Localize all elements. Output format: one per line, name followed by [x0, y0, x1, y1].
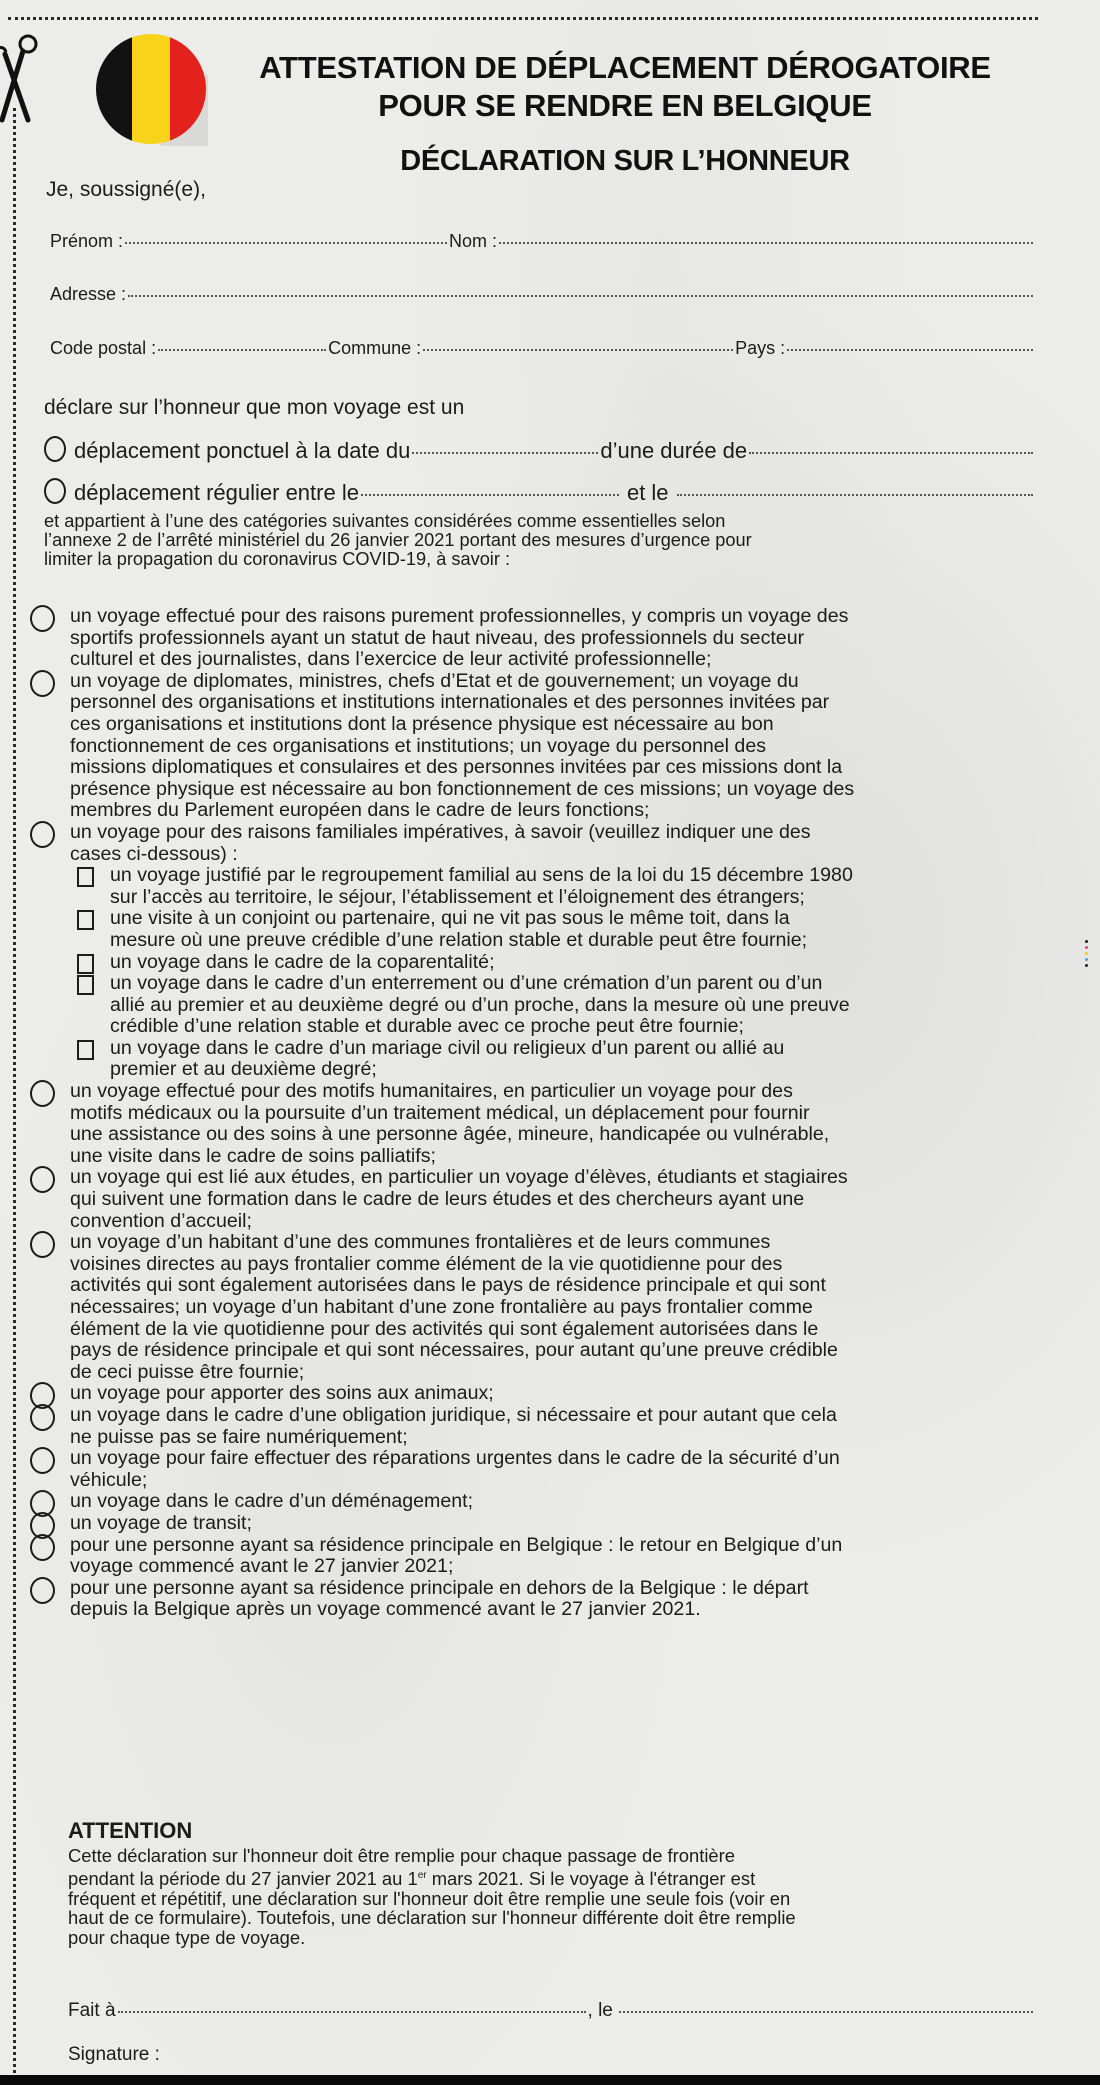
- belgian-flag-icon: [94, 32, 208, 146]
- scissors-icon: [0, 32, 40, 124]
- item-line: un voyage effectué pour des raisons purement professionnelles, y compris un voyage des: [70, 605, 849, 627]
- place-date-row: [68, 2000, 1035, 2022]
- item-line: cases ci-dessous) :: [70, 842, 238, 865]
- item-line: un voyage effectué pour des motifs humanitaires, en particulier un voyage pour des: [70, 1080, 793, 1103]
- flag-yellow-stripe: [132, 32, 170, 146]
- category-radio[interactable]: [30, 1534, 55, 1561]
- category-radio[interactable]: [30, 670, 55, 697]
- attention-line: pour chaque type de voyage.: [68, 1926, 306, 1948]
- item-line: sur l’accès au territoire, le séjour, l’établissement et l’éloignement des étrangers;: [110, 885, 805, 908]
- category-item: [30, 1232, 1030, 1383]
- item-line: allié au premier et au deuxième degré ou d’un proche, dans la mesure où une preuve: [110, 993, 850, 1016]
- item-line: pour une personne ayant sa résidence principale en Belgique : le retour en Belgique d’un: [70, 1533, 843, 1556]
- item-line: crédible d’une relation stable et durable avec ce proche peut être fournie;: [110, 1015, 744, 1038]
- cut-line-top: [8, 17, 1038, 20]
- attention-line-part: pendant la période du 27 janvier 2021 au 1: [68, 1867, 418, 1889]
- item-line: pour une personne ayant sa résidence principale en dehors de la Belgique : le départ: [70, 1576, 809, 1599]
- item-line: élément de la vie quotidienne pour des activités qui sont également autorisées dans le: [70, 1317, 819, 1340]
- item-line: convention d’accueil;: [70, 1209, 252, 1232]
- code-postal-label: Code postal :: [50, 338, 157, 358]
- cut-line-left: [13, 108, 16, 2085]
- duree-field[interactable]: [749, 452, 1033, 454]
- item-line: ne puisse pas se faire numériquement;: [70, 1425, 408, 1448]
- category-item: [30, 1405, 1030, 1448]
- option-ponctuel-radio[interactable]: [44, 436, 66, 462]
- item-line: voisines directes au pays frontalier comme élément de la vie quotidienne pour des: [70, 1252, 783, 1275]
- categories-intro-line: et appartient à l’une des catégories suivantes considérées comme essentielles selon: [44, 511, 726, 531]
- item-line: un voyage justifié par le regroupement familial au sens de la loi du 15 décembre 1980: [110, 864, 853, 887]
- categories-intro: [44, 512, 1004, 569]
- signature-label: Signature :: [68, 2044, 160, 2065]
- pays-field[interactable]: [787, 349, 1033, 351]
- category-radio[interactable]: [30, 605, 55, 632]
- place-field[interactable]: [118, 2011, 586, 2013]
- item-line: une assistance ou des soins à une personne âgée, mineure, handicapée ou vulnérable,: [70, 1123, 830, 1146]
- intro-text: Je, soussigné(e),: [46, 178, 206, 201]
- attention-title: ATTENTION: [68, 1818, 193, 1843]
- category-item: [30, 1535, 1030, 1578]
- item-line: un voyage dans le cadre d’un enterrement ou d’une crémation d’un parent ou d’un: [110, 972, 823, 995]
- family-reason-item: [30, 1038, 1030, 1081]
- category-item: [30, 1167, 1030, 1232]
- item-line: mesure où une preuve crédible d’une relation stable et durable peut être fournie;: [110, 928, 808, 951]
- item-line: ces organisations et institutions dont la présence physique est nécessaire au bon: [70, 712, 774, 735]
- adresse-label: Adresse :: [50, 284, 127, 304]
- family-reason-item: [30, 865, 1030, 908]
- category-item: [30, 1383, 1030, 1405]
- categories-intro-line: limiter la propagation du coronavirus COVID-19, à savoir :: [44, 549, 511, 569]
- pays-label: Pays :: [735, 338, 786, 358]
- category-radio[interactable]: [30, 1447, 55, 1474]
- prenom-field[interactable]: [125, 242, 447, 244]
- code-postal-field[interactable]: [158, 349, 326, 351]
- start-date-field[interactable]: [361, 494, 619, 496]
- category-radio[interactable]: [30, 1231, 55, 1258]
- attention-text: [68, 1846, 1008, 1948]
- item-line: un voyage qui est lié aux études, en particulier un voyage d’élèves, étudiants et stagiaires: [70, 1166, 848, 1189]
- signature-field[interactable]: [200, 2040, 1020, 2072]
- scan-edge: [0, 2075, 1100, 2085]
- item-line: missions diplomatiques et consulaires et des personnes invitées par ces missions dont la: [70, 756, 843, 779]
- superscript: er: [417, 1869, 427, 1881]
- item-line: personnel des organisations et institutions internationales et des personnes invitées par: [70, 691, 830, 714]
- item-line: une visite dans le cadre de soins palliatifs;: [70, 1144, 436, 1167]
- category-item: [30, 1448, 1030, 1491]
- item-line: premier et au deuxième degré;: [110, 1058, 377, 1081]
- category-radio[interactable]: [30, 1577, 55, 1604]
- item-line: depuis la Belgique après un voyage commencé avant le 27 janvier 2021.: [70, 1598, 701, 1621]
- option-regulier-label: déplacement régulier entre le: [74, 480, 359, 505]
- signing-date-field[interactable]: [619, 2011, 1033, 2013]
- item-line: sportifs professionnels ayant un statut de haut niveau, des professionnels du secteur: [70, 626, 805, 649]
- category-item: [30, 1578, 1030, 1621]
- category-item: [30, 1081, 1030, 1167]
- attention-line: haut de ce formulaire). Toutefois, une déclaration sur l'honneur différente doit être remplie: [68, 1907, 796, 1929]
- item-line: pays de résidence principale et qui sont nécessaires, pour autant qu’une preuve crédible: [70, 1339, 838, 1362]
- item-line: véhicule;: [70, 1468, 148, 1491]
- nom-field[interactable]: [499, 242, 1033, 244]
- family-reason-item: [30, 952, 1030, 974]
- item-line: un voyage pour faire effectuer des réparations urgentes dans le cadre de la sécurité d’un: [70, 1447, 840, 1470]
- categories-intro-line: l’annexe 2 de l’arrêté ministériel du 26 janvier 2021 portant des mesures d’urgence pour: [44, 530, 752, 550]
- family-reason-item: [30, 908, 1030, 951]
- item-line: un voyage dans le cadre d’un mariage civil ou religieux d’un parent ou allié au: [110, 1036, 785, 1059]
- item-line: un voyage de diplomates, ministres, chefs d’Etat et de gouvernement; un voyage du: [70, 669, 799, 692]
- categories-list: [30, 606, 1030, 1621]
- category-item: [30, 671, 1030, 822]
- category-item: [30, 822, 1030, 865]
- prenom-label: Prénom :: [50, 231, 124, 251]
- le-label: , le: [587, 2000, 613, 2021]
- item-line: un voyage dans le cadre de la coparentalité;: [110, 950, 495, 973]
- item-line: membres du Parlement européen dans le cadre de leurs fonctions;: [70, 799, 650, 822]
- item-line: présence physique est nécessaire au bon fonctionnement de ces missions; un voyage des: [70, 777, 855, 800]
- item-line: un voyage pour apporter des soins aux animaux;: [70, 1382, 494, 1405]
- family-reason-item: [30, 973, 1030, 1038]
- item-line: activités qui sont également autorisées dans le pays de résidence principale et qui sont: [70, 1274, 826, 1297]
- category-radio[interactable]: [30, 1404, 55, 1431]
- item-line: nécessaires; un voyage d’un habitant d’une zone frontalière au pays frontalier comme: [70, 1296, 813, 1318]
- name-row: [50, 231, 1035, 252]
- item-line: qui suivent une formation dans le cadre de leurs études et des chercheurs ayant une: [70, 1188, 805, 1211]
- attention-line: fréquent et répétitif, une déclaration sur l'honneur doit être remplie une seule fois (voir en: [68, 1887, 791, 1909]
- commune-label: Commune :: [328, 338, 422, 358]
- flag-black-stripe: [94, 32, 132, 146]
- attention-line: Cette déclaration sur l'honneur doit être remplie pour chaque passage de frontière: [68, 1845, 736, 1866]
- print-registration-marks: [1085, 937, 1099, 970]
- option-regulier-radio[interactable]: [44, 478, 66, 504]
- item-line: un voyage pour des raisons familiales impératives, à savoir (veuillez indiquer une des: [70, 820, 811, 843]
- option-regulier-row: [44, 474, 1035, 506]
- category-radio[interactable]: [30, 1080, 55, 1107]
- item-line: motifs médicaux ou la poursuite d’un traitement médical, un déplacement pour fournir: [70, 1101, 810, 1124]
- item-line: un voyage d’un habitant d’une des communes frontalières et de leurs communes: [70, 1231, 771, 1254]
- address-row: [50, 284, 1035, 305]
- category-item: [30, 606, 1030, 671]
- checkbox[interactable]: [77, 954, 94, 974]
- title-line-1: ATTESTATION DE DÉPLACEMENT DÉROGATOIRE: [259, 50, 991, 85]
- item-line: de ceci puisse être fournie;: [70, 1360, 305, 1383]
- subtitle: DÉCLARATION SUR L’HONNEUR: [400, 145, 850, 177]
- et-le-label: et le: [626, 480, 669, 505]
- item-line: voyage commencé avant le 27 janvier 2021;: [70, 1555, 454, 1578]
- checkbox[interactable]: [77, 1040, 94, 1060]
- fait-label: Fait à: [68, 2000, 116, 2021]
- adresse-field[interactable]: [128, 295, 1033, 297]
- attention-line: [68, 1866, 1008, 1889]
- checkbox[interactable]: [77, 975, 94, 995]
- option-ponctuel-label: déplacement ponctuel à la date du: [74, 438, 411, 463]
- item-line: un voyage dans le cadre d’une obligation juridique, si nécessaire et pour autant que cela: [70, 1403, 837, 1426]
- category-item: [30, 1491, 1030, 1513]
- attention-line-part: mars 2021. Si le voyage à l'étranger est: [426, 1867, 756, 1889]
- item-line: un voyage dans le cadre d’un déménagement;: [70, 1490, 474, 1513]
- nom-label: Nom :: [449, 231, 498, 251]
- location-row: [50, 338, 1035, 359]
- declaration-intro: déclare sur l’honneur que mon voyage est un: [44, 396, 465, 419]
- duree-label: d’une durée de: [600, 438, 748, 463]
- item-line: fonctionnement de ces organisations et institutions; un voyage du personnel des: [70, 734, 767, 757]
- date-field[interactable]: [412, 452, 598, 454]
- item-line: culturel et des journalistes, dans l’exercice de leur activité professionnelle;: [70, 648, 712, 671]
- category-item: [30, 1513, 1030, 1535]
- item-line: un voyage de transit;: [70, 1511, 252, 1534]
- item-line: une visite à un conjoint ou partenaire, qui ne vit pas sous le même toit, dans la: [110, 907, 790, 930]
- checkbox[interactable]: [77, 910, 94, 930]
- end-date-field[interactable]: [677, 494, 1033, 496]
- commune-field[interactable]: [423, 349, 733, 351]
- category-radio[interactable]: [30, 1166, 55, 1193]
- category-radio[interactable]: [30, 821, 55, 848]
- checkbox[interactable]: [77, 867, 94, 887]
- option-ponctuel-row: [44, 432, 1035, 464]
- title-line-2: POUR SE RENDRE EN BELGIQUE: [378, 88, 872, 123]
